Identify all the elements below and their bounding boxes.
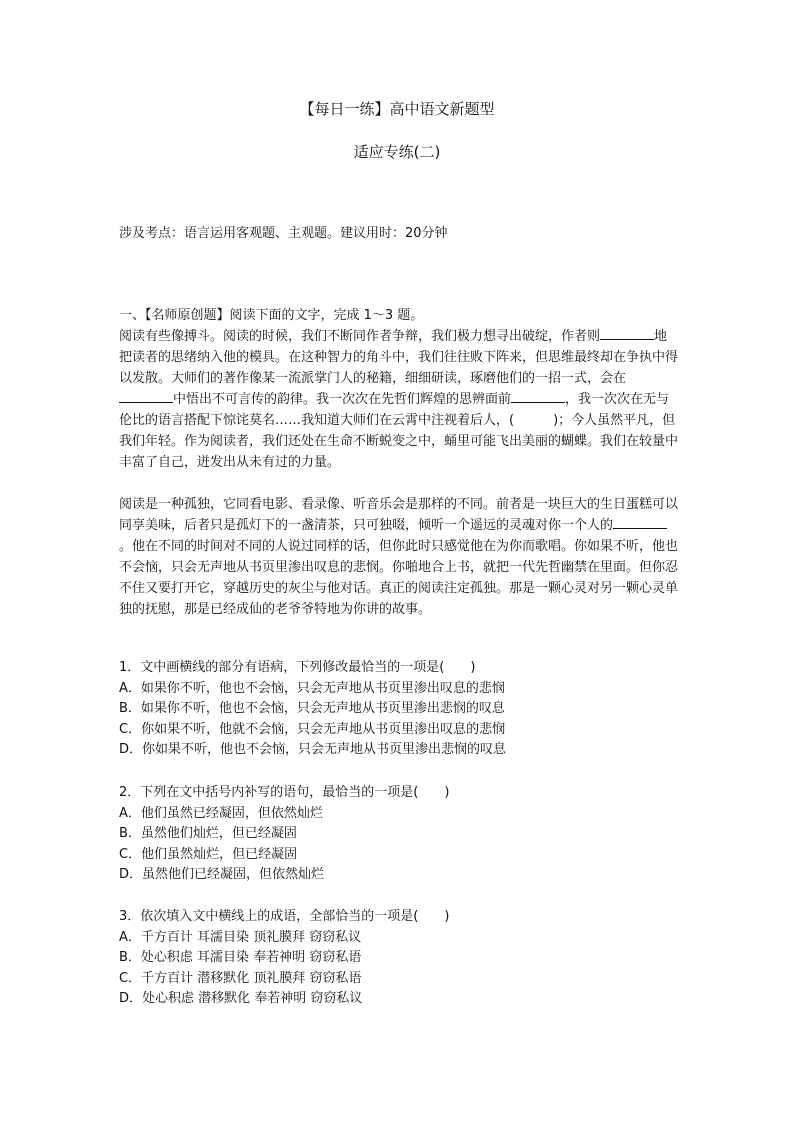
reading-section-2: [119, 494, 679, 620]
reading-section: [119, 305, 679, 473]
p2-part-2: 。他在不同的时间对不同的人说过同样的话，但你此时只感觉他在为你而歌唱。你如果不听，他也不会恼，只会无声地从书页里渗出叹息的悲悯。你啪地合上书，就把一代先哲幽禁在里面。但你忍不住又要打开它，穿越历史的灰尘与他对话。真正的阅读注定孤独。那是一颗心灵对另一颗心灵单独的抚慰，那是已经成仙的老爷爷特地为你讲的故事。: [119, 539, 679, 617]
question-stem: 3．依次填入文中横线上的成语，全部恰当的一项是( ): [119, 909, 450, 924]
page-subtitle: 适应专练(二): [353, 143, 441, 161]
option-b: B．如果你不听，他也不会恼，只会无声地从书页里渗出悲悯的叹息: [119, 701, 505, 716]
p1-part-2: 地把读者的思绪纳入他的模具。在这种智力的角斗中，我们往往败下阵来，但思维最终却在争执中得以发散。大师们的著作像某一流派掌门人的秘籍，细细研读，琢磨他们的一招一式，会在: [119, 329, 679, 386]
p2-part-1: 阅读是一种孤独，它同看电影、看录像、听音乐会是那样的不同。前者是一块巨大的生日蛋糕可以同享美味，后者只是孤灯下的一盏清茶，只可独啜，倾听一个遥远的灵魂对你一个人的: [119, 497, 679, 533]
option-b: B．虽然他们灿烂，但已经凝固: [119, 826, 297, 841]
option-a: A．如果你不听，他也不会恼，只会无声地从书页里渗出叹息的悲悯: [119, 680, 505, 696]
option-d: D．你如果不听，他也不会恼，只会无声地从书页里渗出悲悯的叹息: [119, 742, 507, 757]
option-a: A．他们虽然已经凝固，但依然灿烂: [119, 805, 323, 821]
option-d: D．处心积虑 潜移默化 奉若神明 窃窃私议: [119, 991, 363, 1006]
p1-part-4: ，我一次次在无与伦比的语言搭配下惊诧莫名……我知道大师们在云霄中注视着后人，( )；今人虽然平凡，但我们年轻。作为阅读者，我们还处在生命不断蜕变之中，蛹里可能飞出美丽的蝴蝶。我们在较量中丰富了自己，迸发出从未有过的力量。: [119, 392, 679, 470]
p1-part-3: 中悟出不可言传的韵律。我一次次在先哲们辉煌的思辨面前: [173, 392, 512, 407]
question-1: [119, 658, 679, 761]
blank-line: [613, 516, 667, 529]
blank-line: [511, 390, 565, 403]
page-title: 【每日一练】高中语文新题型: [299, 100, 495, 118]
p1-part-1: 阅读有些像搏斗。阅读的时候，我们不断同作者争辩，我们极力想寻出破绽，作者则: [119, 329, 601, 344]
passage-paragraph-1: [119, 326, 679, 473]
option-d: D．虽然他们已经凝固，但依然灿烂: [119, 867, 325, 882]
question-2: [119, 783, 679, 886]
question-stem: 2．下列在文中括号内补写的语句，最恰当的一项是( ): [119, 785, 450, 800]
option-a: A．千方百计 耳濡目染 顶礼膜拜 窃窃私议: [119, 929, 362, 945]
option-b: B．处心积虑 耳濡目染 奉若神明 窃窃私语: [119, 950, 362, 965]
question-stem: 1．文中画横线的部分有语病，下列修改最恰当的一项是( ): [119, 660, 476, 675]
exam-meta: 涉及考点：语言运用客观题、主观题。建议用时：20分钟: [119, 226, 448, 241]
option-c: C．他们虽然灿烂，但已经凝固: [119, 846, 298, 862]
option-c: C．千方百计 潜移默化 顶礼膜拜 窃窃私语: [119, 970, 362, 986]
blank-line: [600, 327, 654, 340]
section-heading: 一、【名师原创题】阅读下面的文字，完成 1～3 题。: [119, 308, 424, 323]
blank-line: [119, 390, 173, 403]
option-c: C．你如果不听，他就不会恼，只会无声地从书页里渗出叹息的悲悯: [119, 721, 506, 737]
passage-paragraph-2: [119, 494, 679, 620]
question-3: [119, 907, 679, 1010]
